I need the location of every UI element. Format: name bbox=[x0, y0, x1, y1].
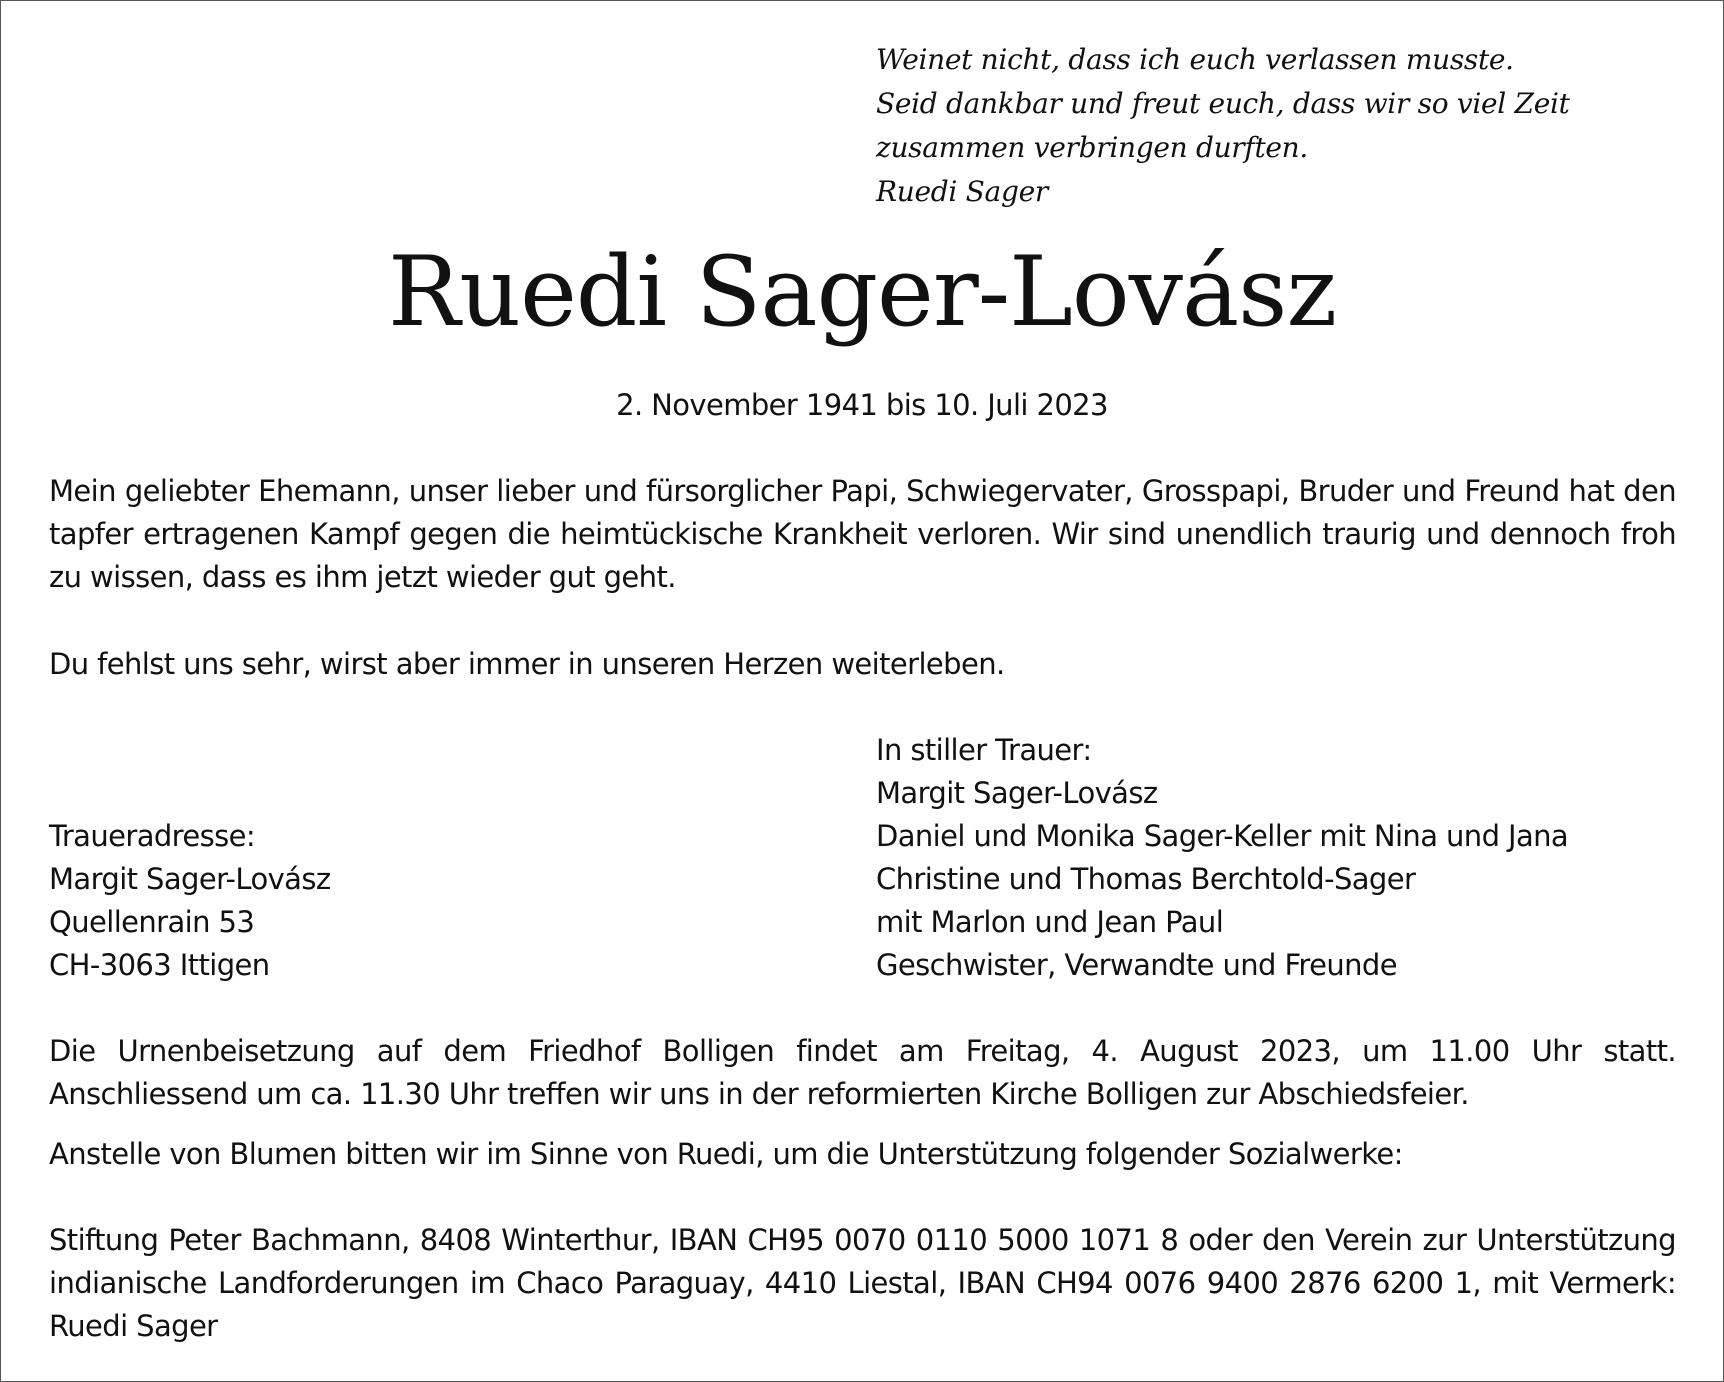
address-line: Margit Sager-Lovász bbox=[49, 862, 331, 896]
mourning-address bbox=[49, 815, 330, 987]
mourners-list bbox=[876, 729, 1568, 987]
quote-line: Seid dankbar und freut euch, dass wir so viel Zeit bbox=[876, 87, 1570, 120]
burial-paragraph: Die Urnenbeisetzung auf dem Friedhof Bolligen findet am Freitag, 4. August 2023, um 11.00 Uhr statt. Anschliessend um ca. 11.30 Uhr treffen wir uns in der reformierten Kirche Bolligen zur Abschiedsfeier. bbox=[49, 1034, 1676, 1111]
mourner-name: mit Marlon und Jean Paul bbox=[876, 905, 1224, 939]
epitaph-quote bbox=[876, 38, 1570, 214]
mourner-name: Geschwister, Verwandte und Freunde bbox=[876, 948, 1397, 982]
mourner-name: Christine und Thomas Berchtold-Sager bbox=[876, 862, 1416, 896]
quote-line: zusammen verbringen durften. bbox=[876, 131, 1309, 164]
address-line: Quellenrain 53 bbox=[49, 905, 255, 939]
mourners-heading: In stiller Trauer: bbox=[876, 733, 1092, 767]
quote-author: Ruedi Sager bbox=[876, 175, 1048, 208]
charity-paragraph: Stiftung Peter Bachmann, 8408 Winterthur, IBAN CH95 0070 0110 5000 1071 8 oder den Verein zur Unterstützung indianische Landforderungen im Chaco Paraguay, 4410 Liestal, IBAN CH94 0076 9400 2876 6200 1, mit Vermerk: Ruedi Sager bbox=[49, 1223, 1676, 1343]
address-heading: Traueradresse: bbox=[49, 819, 256, 853]
mourner-name: Margit Sager-Lovász bbox=[876, 776, 1158, 810]
address-line: CH-3063 Ittigen bbox=[49, 948, 270, 982]
life-dates: 2. November 1941 bis 10. Juli 2023 bbox=[616, 388, 1108, 422]
quote-line: Weinet nicht, dass ich euch verlassen musste. bbox=[876, 43, 1514, 76]
mourner-name: Daniel und Monika Sager-Keller mit Nina und Jana bbox=[876, 819, 1569, 853]
intro-paragraph: Mein geliebter Ehemann, unser lieber und fürsorglicher Papi, Schwiegervater, Grosspapi, Bruder und Freund hat den tapfer ertragenen Kampf gegen die heimtückische Krankheit verloren. Wir sind unendlich traurig und dennoch froh zu wissen, dass es ihm jetzt wieder gut geht. bbox=[49, 474, 1676, 594]
deceased-name: Ruedi Sager-Lovász bbox=[387, 236, 1337, 348]
flowers-paragraph: Anstelle von Blumen bitten wir im Sinne von Ruedi, um die Unterstützung folgender Sozialwerke: bbox=[49, 1137, 1403, 1171]
miss-paragraph: Du fehlst uns sehr, wirst aber immer in unseren Herzen weiterleben. bbox=[49, 647, 1005, 681]
